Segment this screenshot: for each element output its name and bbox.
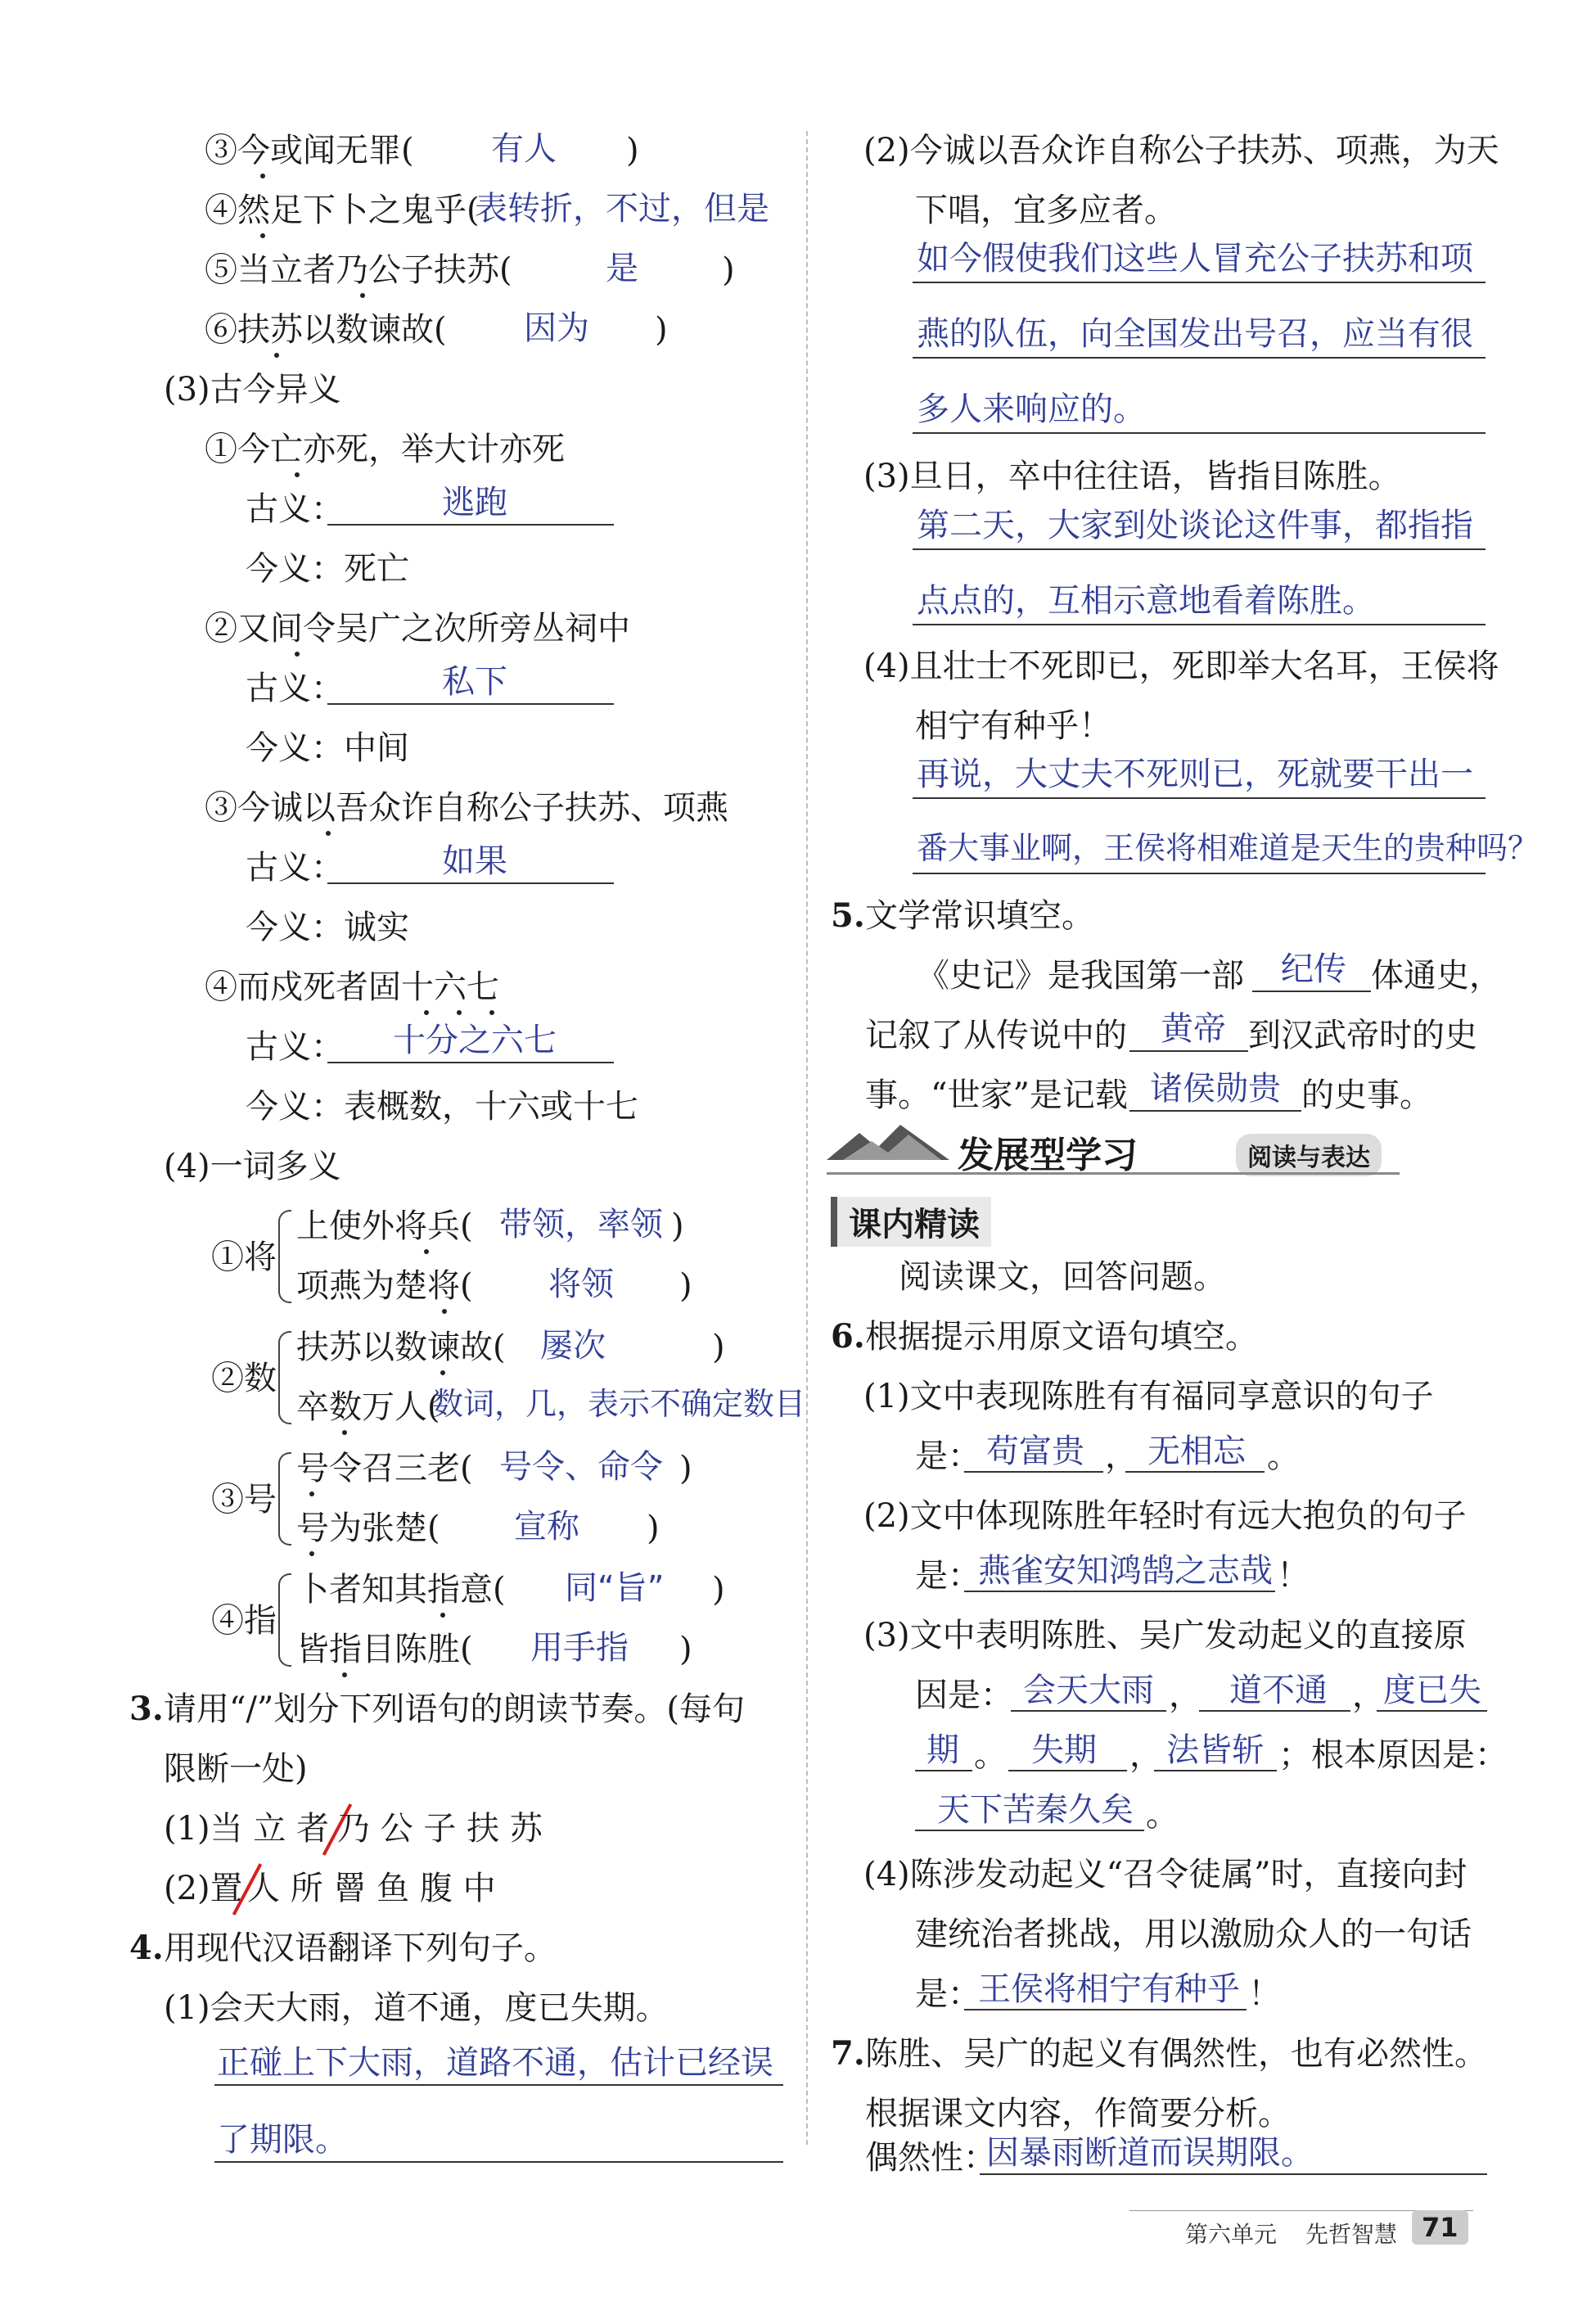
answer: 有人: [491, 130, 557, 168]
question-text: 文学常识填空。: [865, 897, 1094, 935]
emphasis-dot: [440, 1370, 445, 1375]
emphasis-dot: [295, 652, 300, 657]
answer: 屡次: [540, 1327, 606, 1365]
answer: 因为: [524, 309, 589, 347]
sentence: 上使外将兵(: [296, 1207, 473, 1245]
brace: [278, 1452, 291, 1546]
brace: [278, 1210, 291, 1303]
emphasis-dot: [440, 1613, 445, 1618]
sentence: 号为张楚(: [296, 1510, 440, 1547]
answer: 天下苦秦久矣: [937, 1791, 1134, 1829]
label-ancient: 古义：: [246, 849, 344, 887]
question-line: ④而戍死者固十六七: [205, 968, 499, 1006]
fill-text: ！: [1248, 1975, 1281, 2013]
answer-underline: [913, 624, 1486, 625]
question-number: 5.: [831, 896, 865, 935]
period: 。: [974, 1736, 1007, 1774]
answer: 诸侯勋贵: [1150, 1070, 1281, 1108]
answer-underline: [327, 703, 614, 705]
fill-text: 的史事。: [1301, 1076, 1432, 1114]
question-text: 根据提示用原文语句填空。: [865, 1318, 1258, 1356]
answer: 数词，几，表示不确定数目: [432, 1386, 806, 1422]
column-divider: [806, 131, 808, 2145]
page-number: 71: [1412, 2210, 1468, 2245]
question-line: ③今诚以吾众诈自称公子扶苏、项燕: [205, 789, 728, 827]
answer: 表转折，不过，但是: [475, 190, 769, 228]
answer-underline: [327, 524, 614, 526]
sentence: (4)且壮士不死即已，死即举大名耳，王侯将: [863, 648, 1499, 685]
answer: 了期限。: [217, 2121, 348, 2159]
answer: 度已失: [1383, 1672, 1481, 1709]
answer-underline: [913, 548, 1486, 550]
paren: ): [712, 1329, 725, 1366]
answer-underline: [214, 2084, 783, 2086]
brace: [278, 1573, 291, 1667]
sentence: 号令召三老(: [296, 1450, 473, 1487]
fill-text: 是：: [915, 1975, 981, 2013]
answer: 期: [926, 1731, 959, 1769]
question-text: 陈胜、吴广的起义有偶然性，也有必然性。: [865, 2035, 1487, 2073]
answer-underline: [327, 882, 614, 884]
emphasis-dot: [424, 1010, 429, 1015]
footer-unit: 第六单元: [1185, 2221, 1278, 2248]
answer: 会天大雨: [1023, 1672, 1154, 1709]
fill-text: 。: [1267, 1437, 1300, 1475]
answer-underline: [913, 432, 1486, 434]
answer: 无相忘: [1147, 1433, 1246, 1470]
answer-underline: [214, 2161, 783, 2163]
item-5: ⑤当立者乃公子扶苏(: [205, 251, 512, 289]
answer: 如果: [442, 842, 507, 880]
sentence: 皆指目陈胜(: [296, 1631, 473, 1668]
answer: 宣称: [514, 1508, 579, 1546]
fill-text: 体通史，: [1371, 957, 1502, 995]
paren: ): [679, 1631, 692, 1668]
emphasis-dot: [309, 1491, 314, 1496]
answer-underline: [915, 1830, 1144, 1831]
answer: 第二天，大家到处谈论这件事，都指指: [917, 507, 1473, 544]
answer: 号令、命令: [499, 1448, 663, 1486]
item-4: ④然足下卜之鬼乎(: [205, 192, 480, 229]
emphasis-dot: [342, 1430, 347, 1435]
emphasis-dot: [489, 1010, 494, 1015]
comma: ，: [1352, 1676, 1385, 1714]
emphasis-dot: [260, 174, 265, 178]
sentence: (3)文中表明陈胜、吴广发动起义的直接原: [863, 1617, 1467, 1654]
answer: 用手指: [530, 1629, 629, 1667]
paren: ): [679, 1267, 692, 1305]
answer-underline: [1125, 1471, 1265, 1473]
sentence: (2)文中体现陈胜年轻时有远大抱负的句子: [863, 1497, 1467, 1535]
fill-text: 到汉武帝时的史: [1248, 1017, 1477, 1054]
answer: 黄帝: [1161, 1010, 1226, 1048]
answer-underline: [964, 2009, 1247, 2010]
fill-text: ，: [1105, 1437, 1138, 1475]
sentence: (1)会天大雨，道不通，度已失期。: [164, 1989, 669, 2027]
sentence-part: (1)当 立 者: [164, 1810, 330, 1848]
sentence: 卜者知其指意(: [296, 1571, 506, 1609]
answer: 纪传: [1281, 950, 1346, 988]
answer-underline: [327, 1062, 614, 1063]
answer-underline: [913, 873, 1486, 874]
answer-underline: [913, 282, 1486, 283]
word-label: ①将: [211, 1239, 277, 1276]
answer-underline: [964, 1591, 1275, 1592]
sentence: 扶苏以数谏故(: [296, 1329, 506, 1366]
fill-text: 是：: [915, 1557, 981, 1595]
question-text: 根据课文内容，作简要分析。: [865, 2095, 1291, 2132]
answer-underline: [913, 797, 1486, 799]
subsection-title: (3)古今异义: [164, 371, 341, 408]
answer: 燕雀安知鸿鹄之志哉: [978, 1552, 1273, 1590]
sentence: (4)陈涉发动起义“召令徒属”时，直接向封: [863, 1856, 1468, 1893]
answer-underline: [1011, 1710, 1166, 1712]
answer-underline: [1199, 1710, 1350, 1712]
emphasis-dot: [360, 293, 365, 298]
subsection-title: (4)一词多义: [164, 1148, 341, 1185]
question-number: 3.: [129, 1690, 164, 1728]
label-ancient: 古义：: [246, 670, 344, 707]
answer-underline: [1154, 1770, 1277, 1771]
answer-underline: [915, 1770, 972, 1771]
label-modern: 今义：死亡: [246, 550, 409, 588]
paren: ): [626, 132, 639, 169]
answer-underline: [1008, 1770, 1127, 1771]
answer: 苟富贵: [986, 1433, 1084, 1470]
sentence: (1)文中表现陈胜有有福同享意识的句子: [863, 1378, 1434, 1415]
answer: 因暴雨断道而误期限。: [986, 2134, 1314, 2172]
answer: 逃跑: [442, 484, 507, 521]
mountain-icon: [827, 1123, 949, 1164]
item-6: ⑥扶苏以数谏故(: [205, 311, 447, 349]
label-modern: 今义：中间: [246, 729, 409, 767]
label-modern: 今义：诚实: [246, 909, 409, 946]
comma: ，: [1129, 1736, 1162, 1774]
word-label: ④指: [211, 1602, 277, 1640]
sentence-part: 人 所 罾 鱼 腹 中: [247, 1870, 496, 1907]
brace: [278, 1331, 291, 1424]
paren: ): [679, 1450, 692, 1487]
emphasis-dot: [309, 1551, 314, 1556]
comma: ，: [1169, 1676, 1202, 1714]
item-3: ③今或闻无罪(: [205, 132, 414, 169]
fill-text: 是：: [915, 1437, 981, 1475]
question-line: ①今亡亦死，举大计亦死: [205, 431, 565, 468]
sentence: (3)旦日，卒中往往语，皆指目陈胜。: [863, 458, 1401, 495]
answer-underline: [1252, 991, 1371, 992]
label-ancient: 古义：: [246, 1028, 344, 1066]
answer: 王侯将相宁有种乎: [978, 1970, 1240, 2008]
question-number: 4.: [129, 1929, 164, 1967]
question-number: 6.: [831, 1317, 865, 1356]
answer: 番大事业啊，王侯将相难道是天生的贵种吗？: [917, 830, 1540, 866]
answer-underline: [1129, 1050, 1248, 1052]
answer: 点点的，互相示意地看着陈胜。: [917, 582, 1375, 620]
answer: 正碰上下大雨，道路不通，估计已经误: [217, 2044, 773, 2082]
answer: 私下: [442, 663, 507, 701]
sentence: 建统治者挑战，用以激励众人的一句话: [915, 1916, 1472, 1953]
fill-text: 《史记》是我国第一部: [917, 957, 1244, 995]
word-label: ②数: [211, 1360, 277, 1397]
section-rule: [827, 1172, 1400, 1175]
fill-text: 记叙了从传说中的: [865, 1017, 1127, 1054]
paren: ): [647, 1510, 660, 1547]
answer-underline: [913, 357, 1486, 359]
word-label: ③号: [211, 1481, 277, 1519]
question-text: 用现代汉语翻译下列句子。: [164, 1929, 557, 1967]
paren: ): [655, 311, 668, 349]
answer: 如今假使我们这些人冒充公子扶苏和项: [917, 240, 1473, 278]
question-number: 7.: [831, 2034, 865, 2073]
sentence: 相宁有种乎！: [915, 707, 1111, 745]
answer-underline: [1129, 1110, 1301, 1112]
emphasis-dot: [274, 353, 279, 358]
answer: 十分之六七: [393, 1022, 557, 1059]
answer: 道不通: [1229, 1672, 1328, 1709]
emphasis-dot: [342, 1672, 347, 1677]
sentence: (2)今诚以吾众诈自称公子扶苏、项燕，为天: [863, 132, 1499, 169]
section-tag: 阅读与表达: [1236, 1134, 1382, 1176]
fill-text: ；根本原因是：: [1278, 1736, 1508, 1774]
answer: 再说，大丈夫不死则已，死就要干出一: [917, 756, 1473, 793]
instruction-text: 阅读课文，回答问题。: [899, 1258, 1226, 1296]
fill-text: 。: [1146, 1796, 1179, 1834]
sentence: 下唱，宜多应者。: [915, 192, 1177, 229]
answer: 带领，率领: [499, 1206, 663, 1243]
answer: 同“旨”: [565, 1569, 665, 1607]
answer-underline: [980, 2173, 1487, 2175]
answer: 多人来响应的。: [917, 390, 1146, 428]
question-text: 限断一处): [164, 1750, 308, 1788]
answer: 是: [606, 250, 638, 287]
fill-text: ！: [1277, 1557, 1310, 1595]
emphasis-dot: [424, 1249, 429, 1254]
emphasis-dot: [457, 1010, 462, 1015]
sentence: 项燕为楚将(: [296, 1267, 473, 1305]
emphasis-dot: [295, 472, 300, 477]
subsection-badge: 课内精读: [831, 1197, 991, 1247]
sentence-part: 乃 公 子 扶 苏: [337, 1810, 543, 1848]
fill-text: 事。“世家”是记载: [865, 1076, 1128, 1114]
emphasis-dot: [442, 1309, 447, 1314]
fill-text: 因是：: [915, 1676, 1013, 1714]
answer: 失期: [1031, 1731, 1097, 1769]
label-ancient: 古义：: [246, 490, 344, 528]
emphasis-dot: [260, 233, 265, 238]
answer: 法皆斩: [1166, 1731, 1265, 1769]
answer-underline: [964, 1471, 1103, 1473]
paren: ): [671, 1207, 684, 1245]
section-title: 发展型学习: [958, 1135, 1138, 1176]
sentence-part: (2)置: [164, 1870, 243, 1907]
answer: 将领: [548, 1266, 614, 1303]
answer-underline: [1377, 1710, 1487, 1712]
question-text: 请用“/”划分下列语句的朗读节奏。(每句: [164, 1690, 745, 1728]
question-line: ②又间令吴广之次所旁丛祠中: [205, 610, 630, 648]
paren: ): [712, 1571, 725, 1609]
answer: 燕的队伍，向全国发出号召，应当有很: [917, 315, 1473, 353]
paren: ): [722, 251, 735, 289]
emphasis-dot: [326, 831, 331, 836]
footer-title: 先哲智慧: [1305, 2221, 1398, 2248]
sentence: 卒数万人(: [296, 1388, 440, 1426]
label-modern: 今义：表概数，十六或十七: [246, 1088, 638, 1126]
fill-text: 偶然性：: [865, 2139, 996, 2177]
